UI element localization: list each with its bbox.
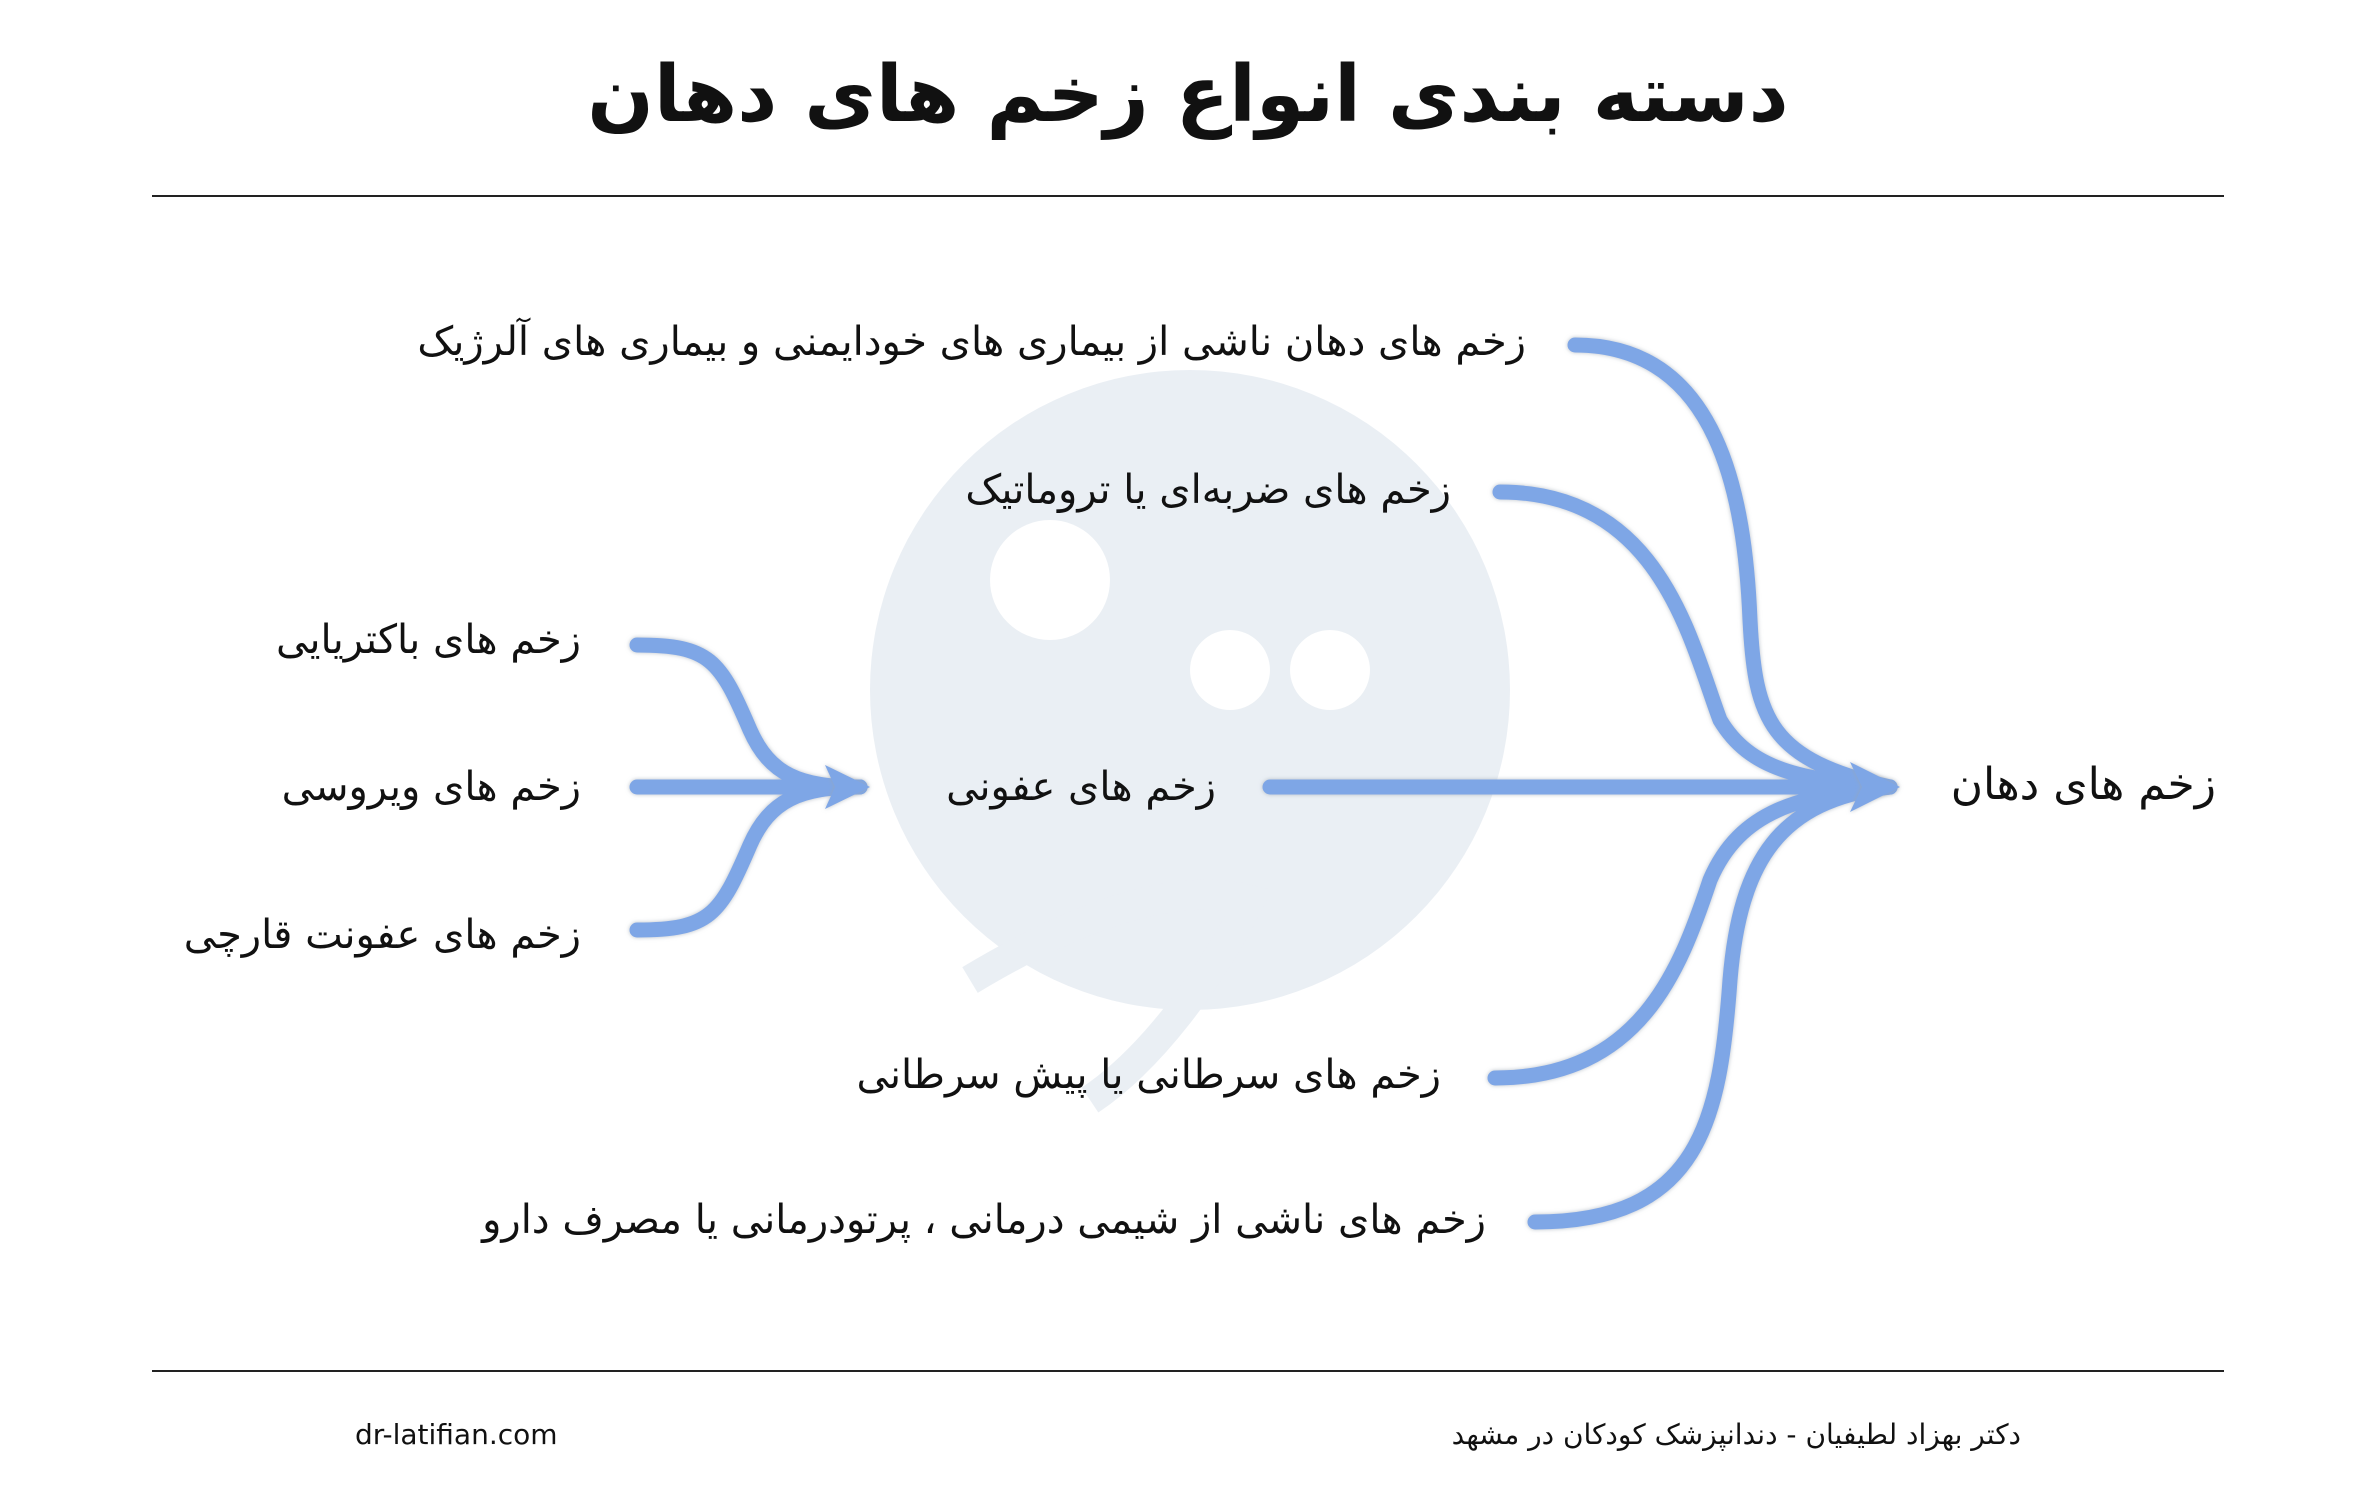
page-title: دسته بندی انواع زخم های دهان bbox=[587, 50, 1789, 140]
root-label: زخم های دهان bbox=[1950, 759, 2216, 810]
cancer-label: زخم های سرطانی یا پیش سرطانی bbox=[856, 1052, 1441, 1098]
infectious-label: زخم های عفونی bbox=[946, 764, 1216, 810]
bacterial-label: زخم های باکتریایی bbox=[276, 617, 581, 663]
viral-label: زخم های ویروسی bbox=[281, 764, 581, 810]
arrow-chemo bbox=[1535, 787, 1890, 1222]
fungal-label: زخم های عفونت قارچی bbox=[183, 912, 581, 958]
trauma-label: زخم های ضربه‌ای یا تروماتیک bbox=[965, 467, 1451, 513]
arrow-fungal bbox=[637, 787, 860, 930]
arrow-bacterial bbox=[637, 645, 860, 787]
bottom-divider bbox=[152, 1370, 2224, 1372]
footer-author: دکتر بهزاد لطیفیان - دندانپزشک کودکان در مشهد bbox=[1451, 1418, 2021, 1451]
autoimmune-label: زخم های دهان ناشی از بیماری های خودایمنی و بیماری های آلرژیک bbox=[417, 319, 1526, 365]
arrow-autoimmune bbox=[1575, 345, 1890, 787]
chemo-label: زخم های ناشی از شیمی درمانی ، پرتودرمانی یا مصرف دارو bbox=[482, 1197, 1486, 1243]
arrow-cancer bbox=[1495, 787, 1890, 1078]
arrow-trauma bbox=[1500, 492, 1890, 787]
footer-website[interactable]: dr-latifian.com bbox=[355, 1418, 558, 1451]
